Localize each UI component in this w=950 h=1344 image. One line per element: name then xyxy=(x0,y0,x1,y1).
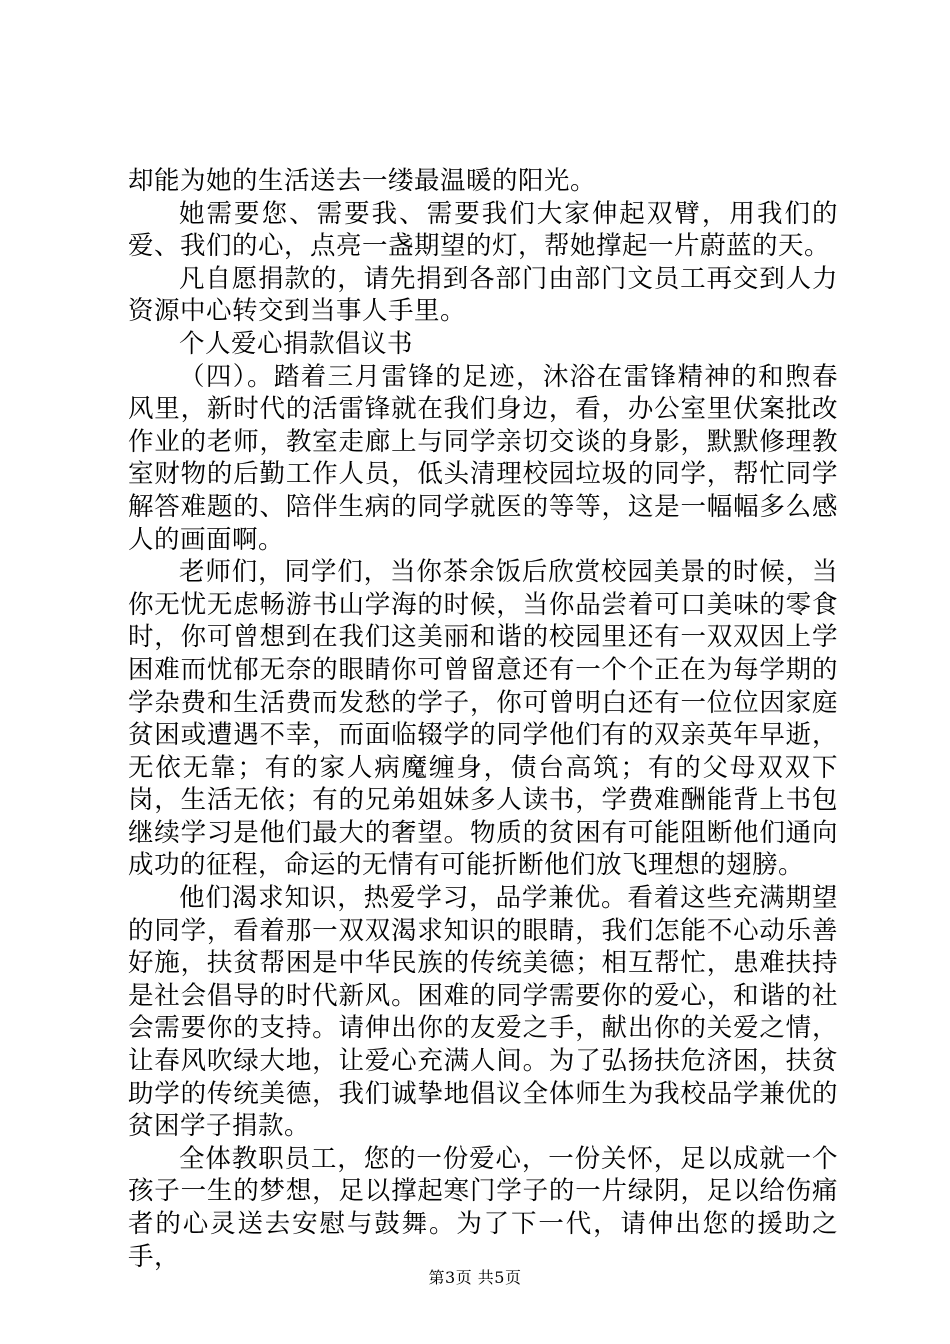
paragraph: 却能为她的生活送去一缕最温暖的阳光。 xyxy=(128,166,597,196)
page-number-footer: 第3页 共5页 xyxy=(428,1268,522,1287)
paragraph: 她需要您、需要我、需要我们大家伸起双臂，用我们的爱、我们的心，点亮一盏期望的灯，帮她撑起一片蔚蓝的天。 xyxy=(128,198,838,262)
document-body xyxy=(128,165,838,1273)
paragraph: 全体教职员工，您的一份爱心，一份关怀，足以成就一个孩子一生的梦想，足以撑起寒门学子的一片绿阴，足以给伤痛者的心灵送去安慰与鼓舞。为了下一代，请伸出您的援助之手， xyxy=(128,1143,838,1272)
paragraph: 他们渴求知识，热爱学习，品学兼优。看着这些充满期望的同学，看着那一双双渴求知识的眼睛，我们怎能不心动乐善好施，扶贫帮困是中华民族的传统美德；相互帮忙，患难扶持是社会倡导的时代新风。困难的同学需要你的爱心，和谐的社会需要你的支持。请伸出你的友爱之手，献出你的关爱之情，让春风吹绿大地，让爱心充满人间。为了弘扬扶危济困，扶贫助学的传统美德，我们诚挚地倡议全体师生为我校品学兼优的贫困学子捐款。 xyxy=(128,883,838,1142)
section-title: 个人爱心捐款倡议书 xyxy=(179,328,414,359)
paragraph: （四）。踏着三月雷锋的足迹，沐浴在雷锋精神的和煦春风里，新时代的活雷锋就在我们身边，看，办公室里伏案批改作业的老师，教室走廊上与同学亲切交谈的身影，默默修理教室财物的后勤工作人员，低头清理校园垃圾的同学，帮忙同学解答难题的、陪伴生病的同学就医的等等，这是一幅幅多么感人的画面啊。 xyxy=(128,361,838,555)
paragraph: 老师们，同学们，当你茶余饭后欣赏校园美景的时候，当你无忧无虑畅游书山学海的时候，当你品尝着可口美味的零食时，你可曾想到在我们这美丽和谐的校园里还有一双双因上学困难而忧郁无奈的眼睛你可曾留意还有一个个正在为每学期的学杂费和生活费而发愁的学子，你可曾明白还有一位位因家庭贫困或遭遇不幸，而面临辍学的同学他们有的双亲英年早逝，无依无靠；有的家人病魔缠身，债台高筑；有的父母双双下岗，生活无依；有的兄弟姐妹多人读书，学费难酬能背上书包继续学习是他们最大的奢望。物质的贫困有可能阻断他们通向成功的征程，命运的无情有可能折断他们放飞理想的翅膀。 xyxy=(128,557,838,881)
paragraph: 凡自愿捐款的，请先捐到各部门由部门文员工再交到人力资源中心转交到当事人手里。 xyxy=(128,263,838,327)
